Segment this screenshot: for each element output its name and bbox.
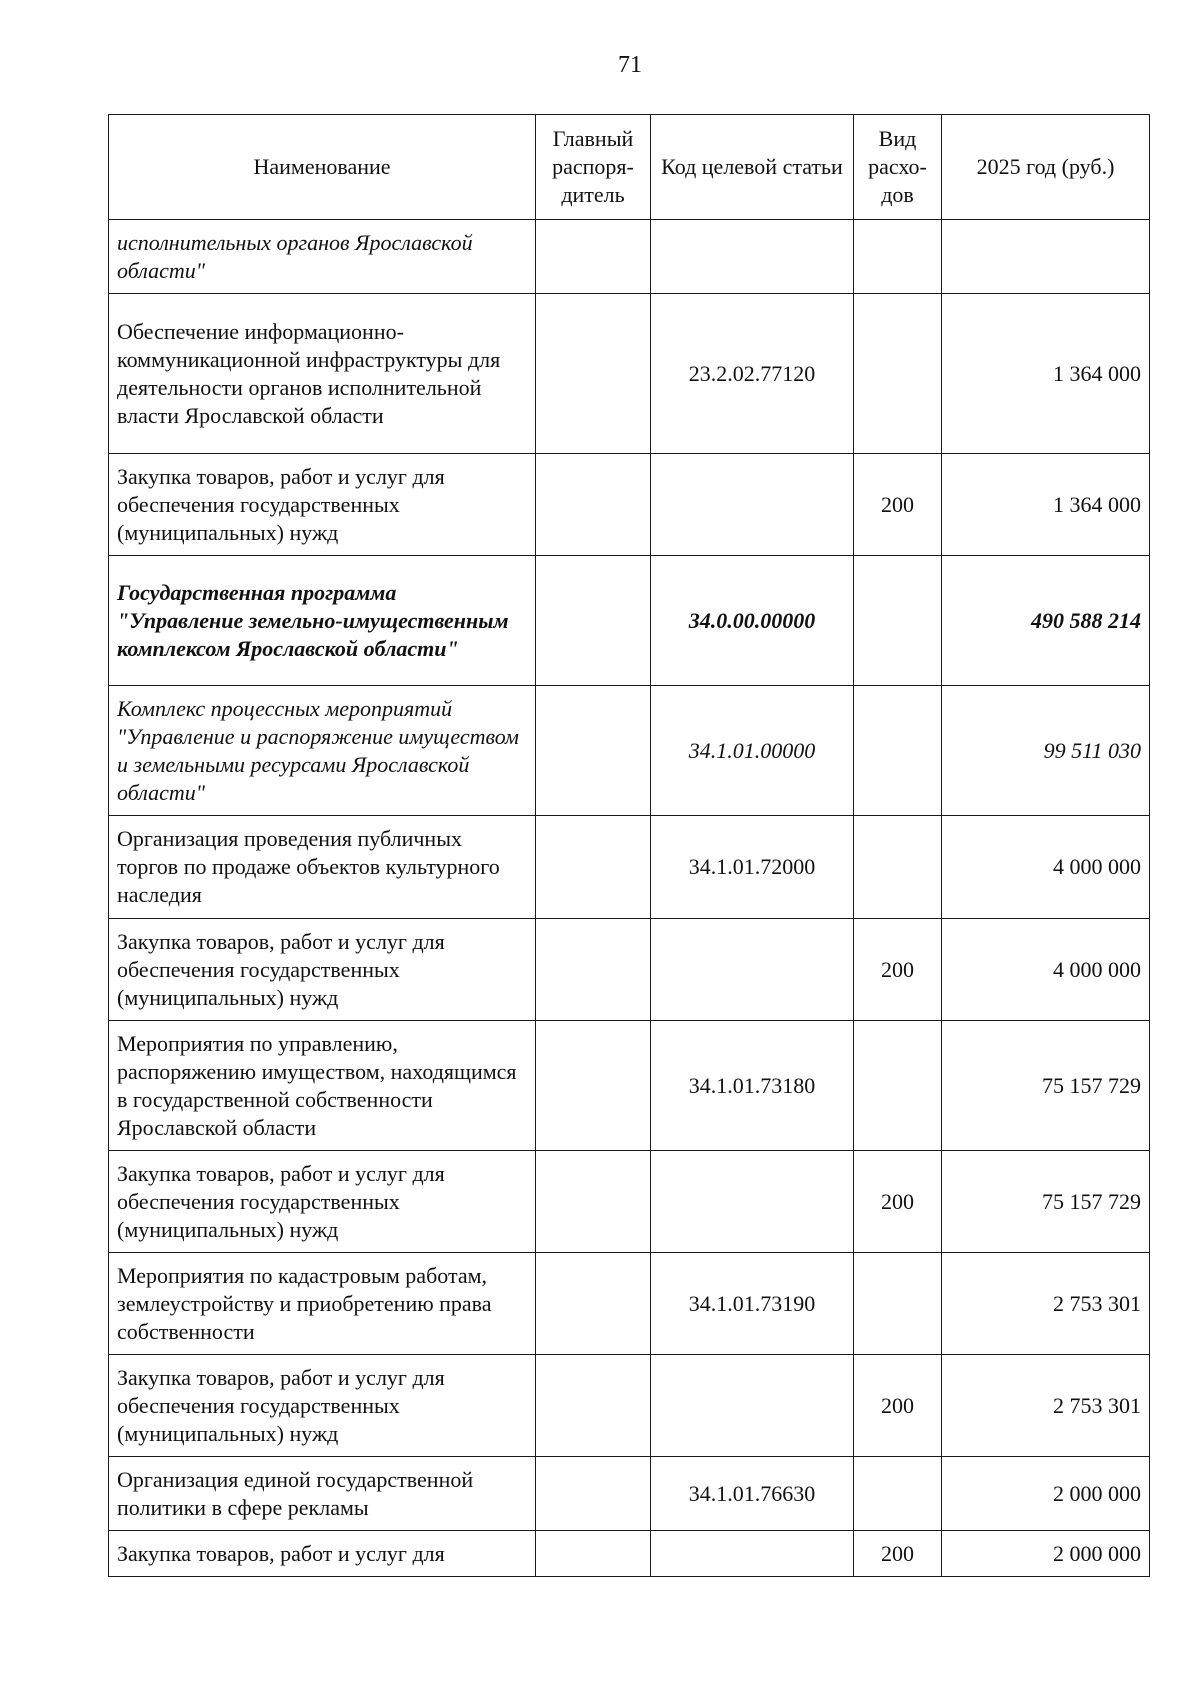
row-amount: 99 511 030 bbox=[942, 686, 1150, 816]
table-row bbox=[109, 1355, 1150, 1457]
table-row bbox=[109, 220, 1150, 294]
table-row bbox=[109, 1253, 1150, 1355]
row-manager bbox=[536, 1355, 651, 1457]
table-row bbox=[109, 816, 1150, 919]
row-amount: 75 157 729 bbox=[942, 1151, 1150, 1253]
row-amount: 2 753 301 bbox=[942, 1253, 1150, 1355]
header-target-code: Код целевой статьи bbox=[651, 115, 854, 220]
row-code bbox=[651, 454, 854, 556]
table-row bbox=[109, 1151, 1150, 1253]
page-number: 71 bbox=[618, 52, 642, 78]
row-manager bbox=[536, 919, 651, 1021]
row-name: исполнительных органов Ярославской области" bbox=[109, 220, 536, 294]
row-type: 200 bbox=[854, 919, 942, 1021]
row-manager bbox=[536, 1021, 651, 1151]
row-name: Мероприятия по кадастровым работам, землеустройству и приобретению права собственности bbox=[109, 1253, 536, 1355]
budget-table bbox=[108, 114, 1150, 1577]
row-amount: 4 000 000 bbox=[942, 919, 1150, 1021]
header-main-manager: Главный распоря-дитель bbox=[536, 115, 651, 220]
row-type: 200 bbox=[854, 1531, 942, 1577]
row-code: 34.1.01.72000 bbox=[651, 816, 854, 919]
table-row bbox=[109, 1457, 1150, 1531]
row-type bbox=[854, 1457, 942, 1531]
row-name: Закупка товаров, работ и услуг для обеспечения государственных (муниципальных) нужд bbox=[109, 1355, 536, 1457]
table-row bbox=[109, 686, 1150, 816]
table-row bbox=[109, 1531, 1150, 1577]
row-amount: 2 753 301 bbox=[942, 1355, 1150, 1457]
row-amount: 1 364 000 bbox=[942, 454, 1150, 556]
row-type bbox=[854, 1253, 942, 1355]
row-type bbox=[854, 686, 942, 816]
row-name: Организация проведения публичных торгов по продаже объектов культурного наследия bbox=[109, 816, 536, 919]
row-manager bbox=[536, 294, 651, 454]
header-expense-type: Вид расхо-дов bbox=[854, 115, 942, 220]
row-amount: 490 588 214 bbox=[942, 556, 1150, 686]
row-amount: 1 364 000 bbox=[942, 294, 1150, 454]
row-name: Закупка товаров, работ и услуг для обеспечения государственных (муниципальных) нужд bbox=[109, 1151, 536, 1253]
row-type bbox=[854, 816, 942, 919]
row-code: 34.1.01.76630 bbox=[651, 1457, 854, 1531]
row-name: Организация единой государственной политики в сфере рекламы bbox=[109, 1457, 536, 1531]
row-amount: 2 000 000 bbox=[942, 1531, 1150, 1577]
row-code: 23.2.02.77120 bbox=[651, 294, 854, 454]
row-name: Закупка товаров, работ и услуг для обеспечения государственных (муниципальных) нужд bbox=[109, 454, 536, 556]
table-row bbox=[109, 556, 1150, 686]
row-manager bbox=[536, 686, 651, 816]
row-amount bbox=[942, 220, 1150, 294]
row-manager bbox=[536, 556, 651, 686]
row-type bbox=[854, 220, 942, 294]
row-code bbox=[651, 220, 854, 294]
row-code bbox=[651, 1151, 854, 1253]
row-name: Закупка товаров, работ и услуг для обеспечения государственных (муниципальных) нужд bbox=[109, 919, 536, 1021]
table-row bbox=[109, 294, 1150, 454]
row-manager bbox=[536, 1457, 651, 1531]
row-manager bbox=[536, 1253, 651, 1355]
row-name: Комплекс процессных мероприятий "Управление и распоряжение имуществом и земельными ресурсами Ярославской области" bbox=[109, 686, 536, 816]
row-manager bbox=[536, 454, 651, 556]
row-type: 200 bbox=[854, 1151, 942, 1253]
row-manager bbox=[536, 1531, 651, 1577]
row-code: 34.1.01.73180 bbox=[651, 1021, 854, 1151]
row-name: Закупка товаров, работ и услуг для bbox=[109, 1531, 536, 1577]
row-type: 200 bbox=[854, 454, 942, 556]
row-amount: 75 157 729 bbox=[942, 1021, 1150, 1151]
row-type bbox=[854, 556, 942, 686]
row-amount: 2 000 000 bbox=[942, 1457, 1150, 1531]
row-code: 34.1.01.73190 bbox=[651, 1253, 854, 1355]
row-name: Обеспечение информационно-коммуникационной инфраструктуры для деятельности органов исполнительной власти Ярославской области bbox=[109, 294, 536, 454]
row-code bbox=[651, 1531, 854, 1577]
row-manager bbox=[536, 1151, 651, 1253]
row-manager bbox=[536, 220, 651, 294]
table-row bbox=[109, 454, 1150, 556]
row-type bbox=[854, 1021, 942, 1151]
row-code: 34.1.01.00000 bbox=[651, 686, 854, 816]
table-row bbox=[109, 919, 1150, 1021]
table-row bbox=[109, 1021, 1150, 1151]
header-name: Наименование bbox=[109, 115, 536, 220]
row-name: Государственная программа "Управление земельно-имущественным комплексом Ярославской области" bbox=[109, 556, 536, 686]
row-code bbox=[651, 919, 854, 1021]
table-header-row bbox=[109, 115, 1150, 220]
row-type: 200 bbox=[854, 1355, 942, 1457]
row-code bbox=[651, 1355, 854, 1457]
row-manager bbox=[536, 816, 651, 919]
row-type bbox=[854, 294, 942, 454]
header-year-2025: 2025 год (руб.) bbox=[942, 115, 1150, 220]
row-code: 34.0.00.00000 bbox=[651, 556, 854, 686]
row-name: Мероприятия по управлению, распоряжению имуществом, находящимся в государственной собственности Ярославской области bbox=[109, 1021, 536, 1151]
row-amount: 4 000 000 bbox=[942, 816, 1150, 919]
